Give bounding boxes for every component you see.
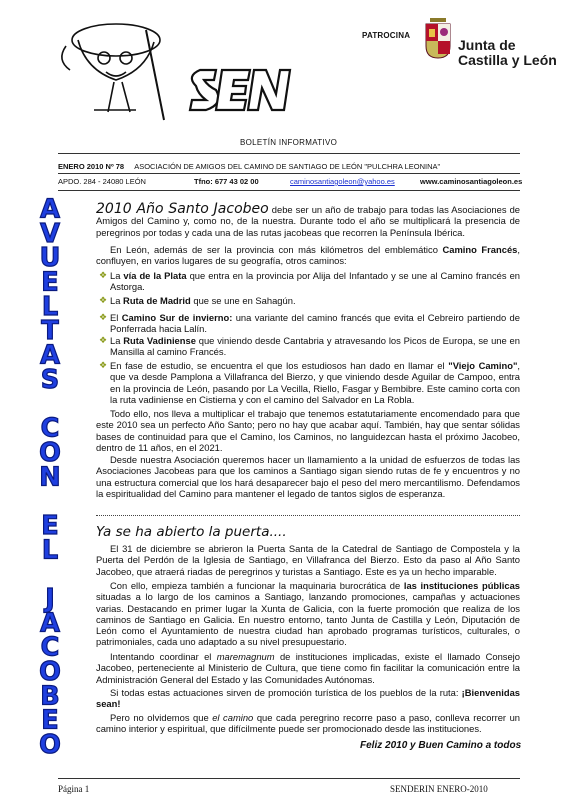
article1-intro-text: debe ser un año de trabajo para todas las Asociaciones de Amigos del Camino y, como no, de la nuestra. Durante todo el año se multiplicará la presencia de peregrinos por todas y cada una de las rutas jacobeas que recorren la Península Ibérica. xyxy=(96,204,520,238)
bullet-diamond-icon: ❖ xyxy=(99,335,108,345)
bullet-bold: vía de la Plata xyxy=(123,270,187,281)
bullet-pre: En fase de estudio, se encuentra el que los estudiosos han dado en llamar el xyxy=(110,360,449,371)
banner-letter: E xyxy=(41,510,59,541)
article2-p3 xyxy=(96,651,520,685)
banner-letter: C xyxy=(40,632,60,663)
banner-letter: N xyxy=(39,462,61,493)
banner-letter: A xyxy=(40,608,60,639)
article2-p4-a: Si todas estas actuaciones sirven de promoción turística de los pueblos de la ruta: xyxy=(110,687,462,698)
banner-letter: A xyxy=(40,196,60,225)
article2-p2-a: Con ello, empieza también a funcionar la maquinaria burocrática de xyxy=(110,580,404,591)
website-link[interactable]: www.caminosantiagoleon.es xyxy=(420,177,523,186)
junta-shield-icon xyxy=(424,16,452,60)
association-name: ASOCIACIÓN DE AMIGOS DEL CAMINO DE SANTIAGO DE LEÓN "PULCHRA LEONINA" xyxy=(134,162,441,171)
header-rule-top xyxy=(58,153,520,154)
issue-line xyxy=(58,162,518,171)
footer-rule xyxy=(58,778,520,779)
article1-title: 2010 Año Santo Jacobeo xyxy=(96,201,269,217)
masthead-title xyxy=(190,70,290,110)
footer-edition: SENDERIN ENERO-2010 xyxy=(390,784,488,794)
bullet-pre: El xyxy=(110,312,122,323)
article1-p2-b: Camino Francés xyxy=(442,244,518,255)
banner-letter: S xyxy=(40,364,60,395)
article2-p2 xyxy=(96,580,520,648)
article2-p5-a: Pero no olvidemos que xyxy=(110,712,213,723)
bullet-post: que se une en Sahagún. xyxy=(190,295,296,306)
list-item xyxy=(99,295,520,306)
header-rule-bottom xyxy=(58,190,520,191)
banner-letter: L xyxy=(41,291,59,322)
banner-letter: C xyxy=(40,413,60,444)
bullet-diamond-icon: ❖ xyxy=(99,270,108,280)
article1-p2-c: , confluyen, en varios lugares de su geografía, otros caminos: xyxy=(96,244,520,267)
issue-number: ENERO 2010 Nº 78 xyxy=(58,162,125,171)
article2-p2-b: las instituciones públicas xyxy=(403,580,521,591)
banner-letter: A xyxy=(40,340,60,371)
banner-letter: L xyxy=(41,535,59,566)
article2-p3-a: Intentando coordinar el xyxy=(110,651,217,662)
postal-address: APDO. 284 - 24080 LEÓN xyxy=(58,177,146,186)
article2-p2-c: situadas a lo largo de los caminos a Santiago, lanzando promociones, campañas y actuaciones varias. Destacando en primer lugar la Xunta de Galicia, con la fuerte promoción que realiza de los caminos de Santiago en Galicia. En nuestro entorno, tanto Junta de Castilla y León, Diputación de León como el Ayuntamiento de nuestra ciudad han aprobado programas turísticos, culturales, o patrimoniales, cada uno adaptado a su nivel presupuestario. xyxy=(96,591,520,648)
article2-p3-b: maremagnum xyxy=(216,651,275,662)
article2-p4-b: ¡Bienvenidas sean! xyxy=(96,687,520,710)
bullet-pre: La xyxy=(110,335,124,346)
header-rule-mid xyxy=(58,173,520,174)
list-item xyxy=(99,270,520,293)
article1-p2-a: En León, además de ser la provincia con más kilómetros del emblemático xyxy=(110,244,443,255)
list-item xyxy=(99,335,520,358)
banner-letter: V xyxy=(40,218,60,249)
article2-p5 xyxy=(96,712,520,735)
sponsor-name xyxy=(458,38,557,68)
article2-p5-b: el camino xyxy=(212,712,254,723)
list-item xyxy=(99,312,520,335)
bullet-post: , que va desde Pamplona a Villafranca del Bierzo, y que viniendo desde Aguilar de Campoo, entra en la provincia de León, pasando por La Vecilla, Riello, Fasgar y Bembibre. Este camino corta con la ruta vadiniense en Cistierna y con el camino del Salvador en La Robla. xyxy=(110,360,521,405)
banner-letter: O xyxy=(39,730,61,756)
bullet-post: una variante del camino francés que evita el Cebreiro partiendo de Ponferrada hacia Lalín. xyxy=(110,312,520,335)
bullet-diamond-icon: ❖ xyxy=(99,312,108,322)
page-number: Página 1 xyxy=(58,784,90,794)
masthead-illustration xyxy=(46,10,336,130)
article2-p4 xyxy=(96,687,520,710)
pilgrim-drawing xyxy=(62,24,164,120)
email-link[interactable]: caminosantiagoleon@yahoo.es xyxy=(290,177,395,186)
article2-p1: El 31 de diciembre se abrieron la Puerta Santa de la Catedral de Santiago de Compostela y la Puerta del Perdón de la Iglesia de Santiago, en Villafranca del Bierzo. Esto da paso al Año Santo Jacobeo, que atraerá riadas de peregrinos y turistas a Santiago. Este es ya un hecho imparable. xyxy=(96,543,520,577)
banner-letter: B xyxy=(40,681,60,712)
banner-letter: E xyxy=(41,705,59,736)
sponsor-label: PATROCINA xyxy=(362,31,411,40)
banner-letter: E xyxy=(41,267,59,298)
bulletin-type: BOLETÍN INFORMATIVO xyxy=(240,138,338,147)
banner-letter: J xyxy=(45,583,55,614)
article2-title: Ya se ha abierto la puerta.... xyxy=(96,524,287,540)
article1-p2 xyxy=(96,244,520,267)
sponsor-name-line2: Castilla y León xyxy=(458,52,557,68)
bullet-bold: Ruta Vadiniense xyxy=(123,335,196,346)
bullet-post: que viniendo desde Cantabria y atravesando los Picos de Europa, se une en Mansilla al camino Francés. xyxy=(110,335,520,358)
banner-letter: O xyxy=(39,437,61,468)
bullet-bold: "Viejo Camino" xyxy=(448,360,518,371)
sponsor-name-line1: Junta de xyxy=(458,37,516,53)
article2-p5-c: que cada peregrino recorre paso a paso, conlleva recorrer un camino interior y espiritual, que difícilmente puede ser promocionado desde las instituciones. xyxy=(96,712,521,735)
bullet-diamond-icon: ❖ xyxy=(99,360,108,370)
banner-letter: T xyxy=(41,316,59,347)
phone-number: Tfno: 677 43 02 00 xyxy=(194,177,259,186)
bullet-bold: Camino Sur de invierno: xyxy=(121,312,233,323)
article1-p3: Todo ello, nos lleva a multiplicar el trabajo que tenemos estatutariamente encomendado para que este 2010 sea un perfecto Año Santo; pero no hay que acabar aquí. También, hay que sentar sólidas bases de continuidad para que el Camino, los Caminos, no languidezcan hasta el próximo Jacobeo, dentro de 11 años, en el 2021. xyxy=(96,408,520,453)
banner-letter: O xyxy=(39,657,61,688)
closing-greeting: Feliz 2010 y Buen Camino a todos xyxy=(360,740,522,751)
bullet-post: que entra en la provincia por Alija del Infantado y se une al Camino francés en Astorga. xyxy=(110,270,520,293)
article2-p3-c: de instituciones implicadas, existe el llamado Consejo Jacobeo, perteneciente al Ministerio de Cultura, que tiene como fin facilitar la comunicación entre la Administración General del Estado y las Comunidades Autónomas. xyxy=(96,651,520,685)
vertical-banner-a-vueltas-con-el-jacobeo xyxy=(20,196,80,756)
bullet-pre: La xyxy=(110,270,124,281)
bullet-diamond-icon: ❖ xyxy=(99,295,108,305)
article1-intro xyxy=(96,201,520,238)
bullet-bold: Ruta de Madrid xyxy=(123,295,191,306)
list-item xyxy=(99,360,521,405)
banner-letter: U xyxy=(39,243,61,274)
article1-p4: Desde nuestra Asociación queremos hacer un llamamiento a la unidad de esfuerzos de todas las Asociaciones Jacobeas para que los caminos a Santiago sigan siendo rutas de fe y encuentros y no una estructura comercial que los hará desaparecer bajo el peso del mero mercantilismo. Defendamos la espiritualidad del Camino para mantener el legado de tantos siglos de esperanza. xyxy=(96,454,520,499)
bullet-pre: La xyxy=(110,295,124,306)
section-divider xyxy=(96,515,520,516)
